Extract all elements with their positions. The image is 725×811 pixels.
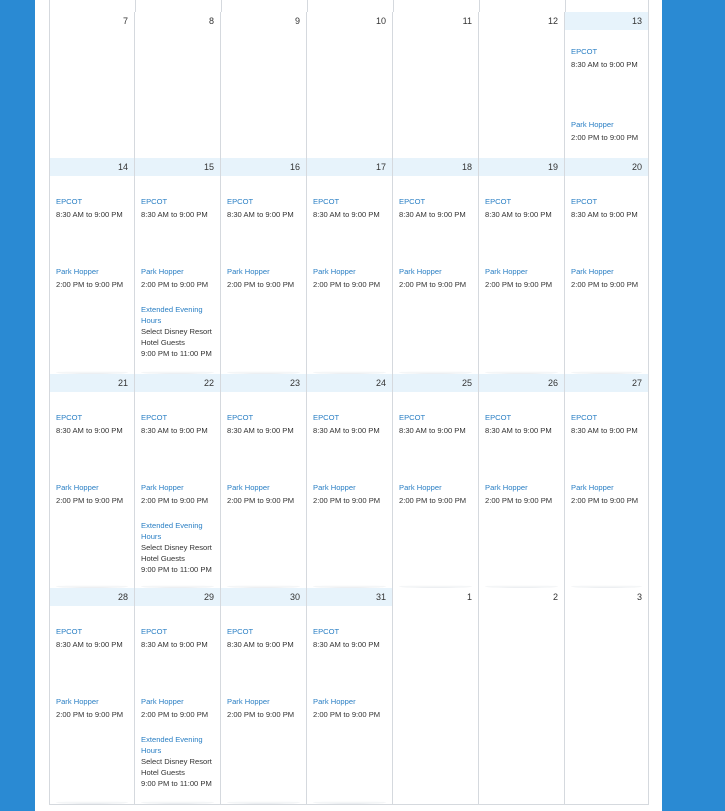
day-number: 20 xyxy=(565,158,648,176)
park-hours-event xyxy=(313,626,390,650)
park-hours-event xyxy=(227,626,304,650)
event-name-link[interactable]: Park Hopper xyxy=(313,697,356,706)
event-time: 8:30 AM to 9:00 PM xyxy=(56,426,123,435)
event-name-link[interactable]: EPCOT xyxy=(141,413,168,422)
day-number: 9 xyxy=(221,12,306,30)
calendar-day-cell[interactable] xyxy=(393,158,479,374)
event-time: 8:30 AM to 9:00 PM xyxy=(485,426,552,435)
park-hopper-event xyxy=(313,266,390,290)
column-divider xyxy=(135,0,136,12)
extended-hours-event xyxy=(141,520,218,575)
event-time: 8:30 AM to 9:00 PM xyxy=(399,426,466,435)
calendar-day-cell[interactable] xyxy=(393,12,479,158)
day-number: 10 xyxy=(307,12,392,30)
day-number: 31 xyxy=(307,588,392,606)
calendar-page xyxy=(35,0,662,811)
column-divider xyxy=(49,0,50,12)
calendar-day-cell[interactable] xyxy=(307,588,393,804)
park-hours-event xyxy=(56,626,132,650)
event-time: 2:00 PM to 9:00 PM xyxy=(227,710,295,719)
calendar-week-row xyxy=(49,588,649,805)
park-hopper-event xyxy=(313,482,390,506)
event-name-link[interactable]: EPCOT xyxy=(313,413,340,422)
park-hopper-event xyxy=(56,482,132,506)
calendar-day-cell[interactable] xyxy=(393,374,479,588)
park-hours-event xyxy=(399,412,476,436)
event-name-link[interactable]: Park Hopper xyxy=(485,267,528,276)
event-time: 8:30 AM to 9:00 PM xyxy=(141,426,208,435)
event-time: 8:30 AM to 9:00 PM xyxy=(571,60,638,69)
park-hopper-event xyxy=(227,266,304,290)
event-name-link[interactable]: Park Hopper xyxy=(571,483,614,492)
event-time: 2:00 PM to 9:00 PM xyxy=(227,280,295,289)
day-number: 2 xyxy=(479,588,564,606)
park-hours-event xyxy=(485,196,562,220)
event-name-link[interactable]: EPCOT xyxy=(571,197,598,206)
event-name-link[interactable]: EPCOT xyxy=(227,627,254,636)
column-divider xyxy=(479,0,480,12)
event-time: 8:30 AM to 9:00 PM xyxy=(56,640,123,649)
event-time: 9:00 PM to 11:00 PM xyxy=(141,349,212,358)
event-time: 8:30 AM to 9:00 PM xyxy=(141,210,208,219)
day-number: 22 xyxy=(135,374,220,392)
park-hopper-event xyxy=(141,266,218,290)
park-hours-event xyxy=(571,46,646,70)
event-name-link[interactable]: Park Hopper xyxy=(313,483,356,492)
calendar-day-cell[interactable] xyxy=(565,374,649,588)
park-hopper-event xyxy=(227,696,304,720)
event-name-link[interactable]: EPCOT xyxy=(56,627,83,636)
calendar-day-cell[interactable] xyxy=(135,12,221,158)
park-hours-event xyxy=(571,412,646,436)
calendar-day-cell[interactable] xyxy=(565,12,649,158)
park-hours-event xyxy=(141,412,218,436)
calendar-day-cell[interactable] xyxy=(49,158,135,374)
event-time: 8:30 AM to 9:00 PM xyxy=(227,640,294,649)
event-time: 2:00 PM to 9:00 PM xyxy=(141,496,209,505)
calendar-day-cell[interactable] xyxy=(221,158,307,374)
day-number: 12 xyxy=(479,12,564,30)
event-name-link[interactable]: Park Hopper xyxy=(141,697,184,706)
park-hopper-event xyxy=(399,482,476,506)
day-number: 16 xyxy=(221,158,306,176)
calendar-day-cell[interactable] xyxy=(135,158,221,374)
event-time: 2:00 PM to 9:00 PM xyxy=(141,710,209,719)
park-hours-event xyxy=(141,196,218,220)
park-hopper-event xyxy=(485,482,562,506)
day-number: 14 xyxy=(50,158,134,176)
event-name-link[interactable]: Park Hopper xyxy=(485,483,528,492)
day-number: 1 xyxy=(393,588,478,606)
park-hours-event xyxy=(227,196,304,220)
event-time: 2:00 PM to 9:00 PM xyxy=(313,280,381,289)
day-number: 30 xyxy=(221,588,306,606)
calendar-day-cell[interactable] xyxy=(479,588,565,804)
day-number: 24 xyxy=(307,374,392,392)
event-name-link[interactable]: EPCOT xyxy=(485,197,512,206)
event-name-link[interactable]: Park Hopper xyxy=(141,483,184,492)
event-time: 8:30 AM to 9:00 PM xyxy=(227,426,294,435)
park-hopper-event xyxy=(56,696,132,720)
day-number: 8 xyxy=(135,12,220,30)
event-time: 8:30 AM to 9:00 PM xyxy=(571,426,638,435)
event-time: 8:30 AM to 9:00 PM xyxy=(141,640,208,649)
event-name-link[interactable]: Park Hopper xyxy=(399,483,442,492)
event-time: 2:00 PM to 9:00 PM xyxy=(571,133,639,142)
event-time: 8:30 AM to 9:00 PM xyxy=(485,210,552,219)
calendar-day-cell[interactable] xyxy=(393,588,479,804)
day-number: 21 xyxy=(50,374,134,392)
park-hopper-event xyxy=(399,266,476,290)
event-time: 8:30 AM to 9:00 PM xyxy=(313,426,380,435)
park-hopper-event xyxy=(313,696,390,720)
event-name-link[interactable]: Park Hopper xyxy=(141,267,184,276)
park-hours-event xyxy=(485,412,562,436)
event-name-link[interactable]: Extended Evening Hours xyxy=(141,305,203,325)
event-name-link[interactable]: EPCOT xyxy=(571,413,598,422)
calendar-day-cell[interactable] xyxy=(479,374,565,588)
event-name-link[interactable]: Park Hopper xyxy=(313,267,356,276)
event-name-link[interactable]: Park Hopper xyxy=(399,267,442,276)
event-audience: Select Disney Resort Hotel Guests xyxy=(141,543,212,563)
calendar-day-cell[interactable] xyxy=(307,12,393,158)
column-divider xyxy=(565,0,566,12)
day-number: 23 xyxy=(221,374,306,392)
day-number: 29 xyxy=(135,588,220,606)
day-number: 11 xyxy=(393,12,478,30)
event-time: 2:00 PM to 9:00 PM xyxy=(399,280,467,289)
park-hopper-event xyxy=(141,482,218,506)
event-name-link[interactable]: Park Hopper xyxy=(56,483,99,492)
event-name-link[interactable]: Park Hopper xyxy=(227,483,270,492)
event-name-link[interactable]: Park Hopper xyxy=(227,697,270,706)
event-name-link[interactable]: EPCOT xyxy=(313,197,340,206)
event-time: 2:00 PM to 9:00 PM xyxy=(313,710,381,719)
event-name-link[interactable]: EPCOT xyxy=(141,627,168,636)
extended-hours-event xyxy=(141,304,218,359)
event-time: 9:00 PM to 11:00 PM xyxy=(141,779,212,788)
day-number: 27 xyxy=(565,374,648,392)
calendar-day-cell[interactable] xyxy=(479,158,565,374)
calendar-day-cell[interactable] xyxy=(135,588,221,804)
event-name-link[interactable]: Extended Evening Hours xyxy=(141,521,203,541)
day-number: 17 xyxy=(307,158,392,176)
calendar-day-cell[interactable] xyxy=(221,374,307,588)
event-name-link[interactable]: EPCOT xyxy=(227,197,254,206)
event-time: 2:00 PM to 9:00 PM xyxy=(485,280,553,289)
event-time: 8:30 AM to 9:00 PM xyxy=(571,210,638,219)
calendar-day-cell[interactable] xyxy=(49,12,135,158)
event-name-link[interactable]: EPCOT xyxy=(485,413,512,422)
event-time: 2:00 PM to 9:00 PM xyxy=(313,496,381,505)
park-hopper-event xyxy=(141,696,218,720)
event-time: 8:30 AM to 9:00 PM xyxy=(227,210,294,219)
event-name-link[interactable]: Park Hopper xyxy=(56,697,99,706)
event-name-link[interactable]: EPCOT xyxy=(399,413,426,422)
park-hopper-event xyxy=(227,482,304,506)
day-number: 28 xyxy=(50,588,134,606)
calendar-day-cell[interactable] xyxy=(565,158,649,374)
event-name-link[interactable]: Extended Evening Hours xyxy=(141,735,203,755)
cell-bottom-shadow xyxy=(56,801,128,804)
calendar-day-cell[interactable] xyxy=(479,12,565,158)
park-hours-event xyxy=(399,196,476,220)
extended-hours-event xyxy=(141,734,218,789)
event-time: 2:00 PM to 9:00 PM xyxy=(571,496,639,505)
column-divider xyxy=(648,0,649,12)
park-hopper-event xyxy=(485,266,562,290)
event-audience: Select Disney Resort Hotel Guests xyxy=(141,757,212,777)
event-time: 2:00 PM to 9:00 PM xyxy=(227,496,295,505)
event-time: 2:00 PM to 9:00 PM xyxy=(56,710,124,719)
cell-bottom-shadow xyxy=(227,801,300,804)
park-hours-event xyxy=(571,196,646,220)
event-name-link[interactable]: Park Hopper xyxy=(56,267,99,276)
calendar-day-cell[interactable] xyxy=(49,588,135,804)
day-number: 26 xyxy=(479,374,564,392)
calendar-week-row xyxy=(49,374,649,589)
event-name-link[interactable]: Park Hopper xyxy=(571,120,614,129)
event-name-link[interactable]: EPCOT xyxy=(399,197,426,206)
event-time: 2:00 PM to 9:00 PM xyxy=(141,280,209,289)
park-hours-event xyxy=(227,412,304,436)
column-divider xyxy=(221,0,222,12)
park-hopper-event xyxy=(571,266,646,290)
column-divider xyxy=(393,0,394,12)
calendar-day-cell[interactable] xyxy=(565,588,649,804)
event-name-link[interactable]: EPCOT xyxy=(56,197,83,206)
park-hours-event xyxy=(141,626,218,650)
event-time: 2:00 PM to 9:00 PM xyxy=(56,280,124,289)
event-name-link[interactable]: Park Hopper xyxy=(571,267,614,276)
calendar-week-row xyxy=(49,158,649,375)
event-name-link[interactable]: EPCOT xyxy=(56,413,83,422)
calendar-day-cell[interactable] xyxy=(307,158,393,374)
park-hours-event xyxy=(313,412,390,436)
event-audience: Select Disney Resort Hotel Guests xyxy=(141,327,212,347)
event-name-link[interactable]: EPCOT xyxy=(571,47,598,56)
calendar-day-cell[interactable] xyxy=(307,374,393,588)
event-time: 9:00 PM to 11:00 PM xyxy=(141,565,212,574)
event-name-link[interactable]: Park Hopper xyxy=(227,267,270,276)
park-hopper-event xyxy=(571,482,646,506)
day-number: 15 xyxy=(135,158,220,176)
calendar-day-cell[interactable] xyxy=(221,12,307,158)
event-name-link[interactable]: EPCOT xyxy=(227,413,254,422)
event-name-link[interactable]: EPCOT xyxy=(313,627,340,636)
cell-bottom-shadow xyxy=(313,801,386,804)
calendar-day-cell[interactable] xyxy=(135,374,221,588)
park-hours-event xyxy=(56,196,132,220)
park-hopper-event xyxy=(56,266,132,290)
calendar-week-row xyxy=(49,12,649,159)
event-time: 8:30 AM to 9:00 PM xyxy=(313,640,380,649)
event-time: 8:30 AM to 9:00 PM xyxy=(56,210,123,219)
day-number: 13 xyxy=(565,12,648,30)
day-number: 7 xyxy=(50,12,134,30)
day-number: 25 xyxy=(393,374,478,392)
event-time: 2:00 PM to 9:00 PM xyxy=(485,496,553,505)
event-time: 2:00 PM to 9:00 PM xyxy=(56,496,124,505)
calendar-day-cell[interactable] xyxy=(221,588,307,804)
column-divider xyxy=(307,0,308,12)
event-time: 8:30 AM to 9:00 PM xyxy=(313,210,380,219)
event-time: 2:00 PM to 9:00 PM xyxy=(571,280,639,289)
event-time: 2:00 PM to 9:00 PM xyxy=(399,496,467,505)
event-time: 8:30 AM to 9:00 PM xyxy=(399,210,466,219)
calendar-day-cell[interactable] xyxy=(49,374,135,588)
event-name-link[interactable]: EPCOT xyxy=(141,197,168,206)
day-number: 3 xyxy=(565,588,648,606)
day-number: 19 xyxy=(479,158,564,176)
cell-bottom-shadow xyxy=(141,801,214,804)
day-number: 18 xyxy=(393,158,478,176)
park-hours-event xyxy=(313,196,390,220)
park-hours-event xyxy=(56,412,132,436)
park-hopper-event xyxy=(571,119,646,143)
